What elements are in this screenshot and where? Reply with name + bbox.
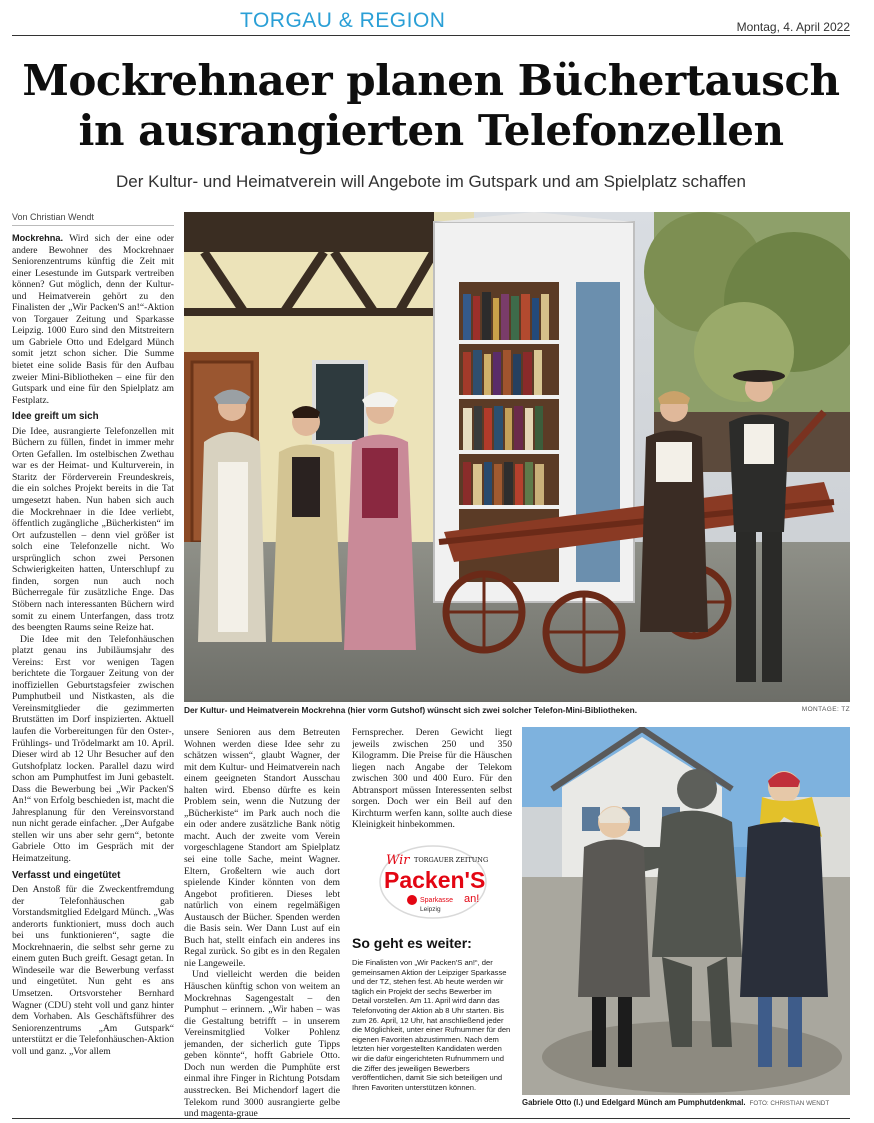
main-photo-credit: MONTAGE: TZ (801, 706, 850, 713)
article-column-1 (12, 233, 174, 1118)
dateline: Mockrehna. (12, 233, 64, 243)
secondary-photo-caption (522, 1098, 850, 1107)
section-title: TORGAU & REGION (240, 9, 446, 32)
bottom-rule (12, 1118, 850, 1119)
wir-packens-an-logo (378, 842, 488, 920)
svg-text:an!: an! (464, 893, 480, 905)
infobox-title: So geht es weiter: (352, 935, 472, 951)
article-column-2 (184, 727, 340, 1118)
svg-text:TORGAUER ZEITUNG: TORGAUER ZEITUNG (414, 856, 488, 864)
main-photo-caption-text: Der Kultur- und Heimatverein Mockrehna (hier vorm Gutshof) wünscht sich zwei solcher Telefon-Mini-Bibliotheken. (184, 705, 638, 715)
main-photo-caption (184, 705, 850, 715)
secondary-photo (522, 727, 850, 1095)
svg-text:Packen'S: Packen'S (384, 867, 486, 893)
byline: Von Christian Wendt (12, 212, 174, 226)
svg-text:Sparkasse: Sparkasse (420, 897, 454, 904)
paragraph-5: unsere Senioren aus dem Betreuten Wohnen werden diese Idee sehr zu schätzen wissen“, glaubt Wagner, der mit dem Kultur- und Heimatverein nach einem geeigneten Standort Ausschau halten wird. Ebenso dürfte es kein Problem sein, wenn die Nutzung der „Bücherkiste“ im Park auch noch die ein oder andere zusätzliche Bank nötig macht. Auch der zweite vom Verein vorgeschlagene Standort am Spielplatz sei eine tolle Sache, meint Wagner. Eltern, Großeltern wie auch dort spielende Kinder könnten von dem Angebot profitieren. Dieses lebt natürlich von einem regelmäßigen Austausch der Bücher. Spenden werden die Basis sein. Wer Dann Lust auf ein Buch hat, stellt einfach ein anderes ins Regal zurück. So gibt es in den Regalen nie Langeweile. (184, 727, 340, 969)
page-header (12, 8, 850, 36)
paragraph-4: Den Anstoß für die Zweckentfremdung der Telefonhäuschen gab Vorstandsmitglied Edelgard Münch. „Was anderorts funktioniert, muss doch auch bei uns funktionieren“, sagte die Mockrehnaerin, die selbst sehr gerne zu einem guten Buch greift. Gesagt getan. In Windeseile war die Bewerbung verfasst und eingetütet. Nun geht es ans Umsetzen. Ortsvorsteher Bernhard Wagner (CDU) steht voll und ganz hinter dem Vorhaben. Als Geschäftsführer des Seniorenzentrums „Am Gutspark“ unterstützt er die Telefonhäuschen-Aktion voll und ganz. „Vor allem (12, 884, 174, 1057)
photo-pumphut-monument (522, 727, 850, 1095)
paragraph-3: Die Idee mit den Telefonhäuschen platzt genau ins Jubiläumsjahr des Vereins: Erst vor wenigen Tagen berichtete die Torgauer Zeitung von der inoffiziellen Geburtstagsfeier zwischen Pumphutbeil und Nistkasten, als die Vereinsmitglieder die gezimmerten Brutstätten im Dorf inspizierten. Aktuell laufen die Vorbereitungen für den Oster-, Frühlings- und Trödelmarkt am 10. April. Dieser wird ab 12 Uhr Besucher auf den Gutshofplatz locken. Parallel dazu wird schon am Pumphutfest im Juni gebastelt. Dass die Bewerbung bei „Wir Packen'S An!“ von Erfolg beschieden ist, macht die Jahresplanung für den Vereinsvorstand nun nicht gerade einfacher. „Der Aufgabe stellen wir uns aber sehr gern“, betonte Gabriele Otto im Gespräch mit der Heimatzeitung. (12, 633, 174, 864)
secondary-photo-caption-text: Gabriele Otto (l.) und Edelgard Münch am Pumphutdenkmal. (522, 1098, 746, 1107)
subheading-2: Verfasst und eingetütet (12, 869, 121, 881)
svg-text:Wir: Wir (386, 853, 410, 868)
headline: Mockrehnaer planen Büchertausch in ausrangierten Telefonzellen (22, 56, 840, 155)
paragraph-6: Und vielleicht werden die beiden Häuschen künftig schon von weitem an Mockrehnas Sagengestalt – den Pumphut – erinnern. „Wir haben – was die Gestaltung betrifft – in unserem Vereinsmitglied Volker Pohlenz jemanden, der sicherlich gute Tipps geben könnte“, hofft Gabriele Otto. Doch nun werden die Pumphüte erst einmal ihre Finger in Richtung Potsdam ausstrecken. Bei Michendorf lagert die Telekom rund 3000 ausrangierte gelbe und magenta-graue (184, 969, 340, 1118)
paragraph-7: Fernsprecher. Deren Gewicht liegt jeweils zwischen 250 und 350 Kilogramm. Die Preise für die Häuschen liegen nach Angabe der Telekom zwischen 300 und 400 Euro. Für den Abtransport müssen Interessenten selbst sorgen. Doch wer ein Beil auf den Kirchturm werfen kann, sollte auch diese Kleinigkeit hinbekommen. (352, 727, 512, 831)
main-photo (184, 212, 850, 702)
issue-date: Montag, 4. April 2022 (736, 20, 850, 34)
paragraph-1: Mockrehna. Wird sich der eine oder andere Bewohner des Mockrehnaer Seniorenzentrums künftig die Zeit mit einer Lesestunde im Gutspark vertreiben können? Gut möglich, denn der Kultur- und Heimatverein gehört zu den Finalisten der „Wir Packen'S an!“-Aktion von Torgauer Zeitung und Sparkasse Leipzig. 1000 Euro sind den Mitstreitern um Gabriele Otto und Edelgard Münch somit jetzt schon sicher. Die Summe bietet eine solide Basis für den Aufbau zweier Mini-Bibliotheken – eine für den Gutspark und eine für den Spielplatz am Festplatz. (12, 233, 174, 406)
article-column-3 (352, 727, 512, 839)
svg-text:Leipzig: Leipzig (420, 906, 441, 913)
paragraph-2: Die Idee, ausrangierte Telefonzellen mit Büchern zu füllen, findet in immer mehr Orten Gefallen. Im ostelbischen Zwethau war es der Heimat- und Kulturverein, in Staritz der Förderverein Freundeskreis, die ein solches Projekt bereits in die Tat umgesetzt haben. Nun haben sich auch die Mockrehnaer in die Idee verliebt, öffentlich zugängliche „Bücherkisten“ im Ort aufzustellen – denn viel größer ist solch eine Telefonzelle nicht. Wo ursprünglich schon zwei Personen Schwierigkeiten hatten, Unterschlupf zu finden, sorgen nun auch noch Bücherregale für zusätzliche Enge. Das Stöbern nach interessanten Büchern wird somit zu einem Unterfangen, dass trotz des beengten Raums seine Reize hat. (12, 425, 174, 634)
infobox-text: Die Finalisten von „Wir Packen'S an!“, der gemeinsamen Aktion der Leipziger Sparkasse und der TZ, stehen fest. Ab heute werden wir täglich ein Projekt der sechs Bewerber im Detail vorstellen. Am 11. April wird dann das Telefonvoting der Aktion ab 8 Uhr starten. Bis zum 26. April, 12 Uhr, hat anschließend jeder die Möglichkeit, unter einer Rufnummer für den eigenen Favoriten abzustimmen. Nach dem letzten hier vorgestellten Kandidaten werden wir die dafür eingerichteten Rufnummern und die Ziffer des jeweiligen Bewerbers veröffentlichen, damit Sie sich beteiligen und Ihren Favoriten unterstützen können. (352, 958, 511, 1092)
subheading-1: Idee greift um sich (12, 411, 99, 423)
photo-book-cabinet-scene (184, 212, 850, 702)
subheadline: Der Kultur- und Heimatverein will Angebote im Gutspark und am Spielplatz schaffen (116, 172, 746, 191)
secondary-photo-credit: FOTO: CHRISTIAN WENDT (749, 1100, 830, 1107)
